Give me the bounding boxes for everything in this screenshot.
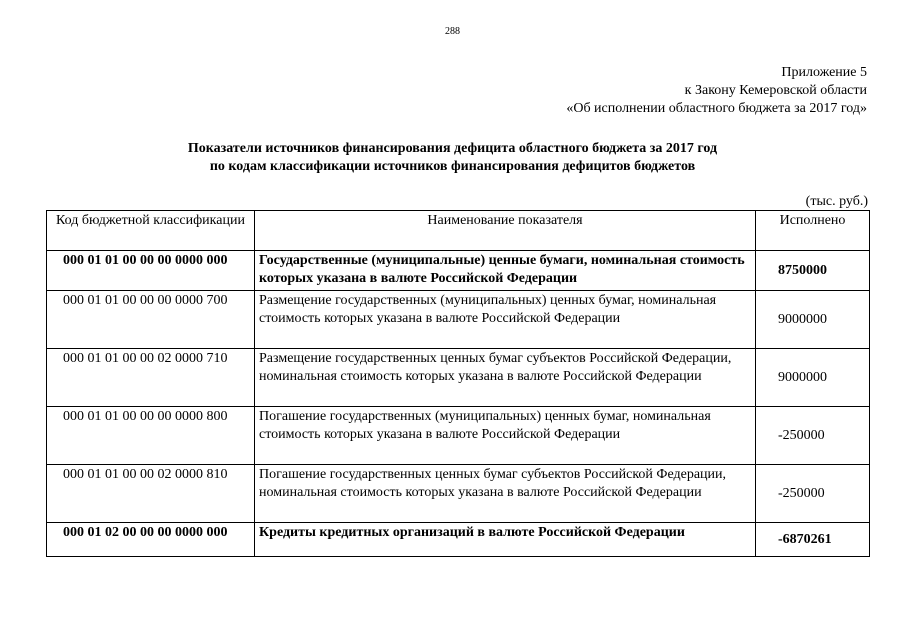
document-title [0, 140, 905, 176]
row-name: Размещение государственных ценных бумаг субъектов Российской Федерации, номинальная стоимость которых указана в валюте Российской Федерации [255, 349, 756, 407]
table-row [47, 465, 870, 523]
row-value: 8750000 [756, 251, 870, 291]
header-value: Исполнено [756, 211, 870, 251]
row-code: 000 01 01 00 00 02 0000 710 [47, 349, 255, 407]
row-value: 9000000 [756, 349, 870, 407]
row-value: 9000000 [756, 291, 870, 349]
row-code: 000 01 01 00 00 02 0000 810 [47, 465, 255, 523]
table-row [47, 407, 870, 465]
row-code: 000 01 01 00 00 00 0000 700 [47, 291, 255, 349]
table-row [47, 251, 870, 291]
row-name: Государственные (муниципальные) ценные бумаги, номинальная стоимость которых указана в валюте Российской Федерации [255, 251, 756, 291]
row-value: -6870261 [756, 523, 870, 557]
row-name: Погашение государственных ценных бумаг субъектов Российской Федерации, номинальная стоимость которых указана в валюте Российской Федерации [255, 465, 756, 523]
title-line-2: по кодам классификации источников финансирования дефицитов бюджетов [209, 159, 696, 174]
row-value: -250000 [756, 407, 870, 465]
appendix-line-1: Приложение 5 [781, 65, 867, 80]
table-row [47, 523, 870, 557]
appendix-line-2: к Закону Кемеровской области [684, 83, 867, 98]
title-line-1: Показатели источников финансирования дефицита областного бюджета за 2017 год [187, 141, 718, 156]
page-number: 288 [445, 26, 460, 37]
table-header-row [47, 211, 870, 251]
row-name: Размещение государственных (муниципальных) ценных бумаг, номинальная стоимость которых указана в валюте Российской Федерации [255, 291, 756, 349]
financing-sources-table [46, 210, 870, 557]
header-code: Код бюджетной классификации [47, 211, 255, 251]
appendix-line-3: «Об исполнении областного бюджета за 2017 год» [566, 101, 867, 116]
row-name: Погашение государственных (муниципальных) ценных бумаг, номинальная стоимость которых указана в валюте Российской Федерации [255, 407, 756, 465]
header-name: Наименование показателя [255, 211, 756, 251]
table-row [47, 349, 870, 407]
appendix-header [566, 64, 867, 118]
row-code: 000 01 02 00 00 00 0000 000 [47, 523, 255, 557]
row-code: 000 01 01 00 00 00 0000 000 [47, 251, 255, 291]
table-row [47, 291, 870, 349]
row-name: Кредиты кредитных организаций в валюте Российской Федерации [255, 523, 756, 557]
units-label: (тыс. руб.) [805, 194, 868, 209]
row-value: -250000 [756, 465, 870, 523]
row-code: 000 01 01 00 00 00 0000 800 [47, 407, 255, 465]
